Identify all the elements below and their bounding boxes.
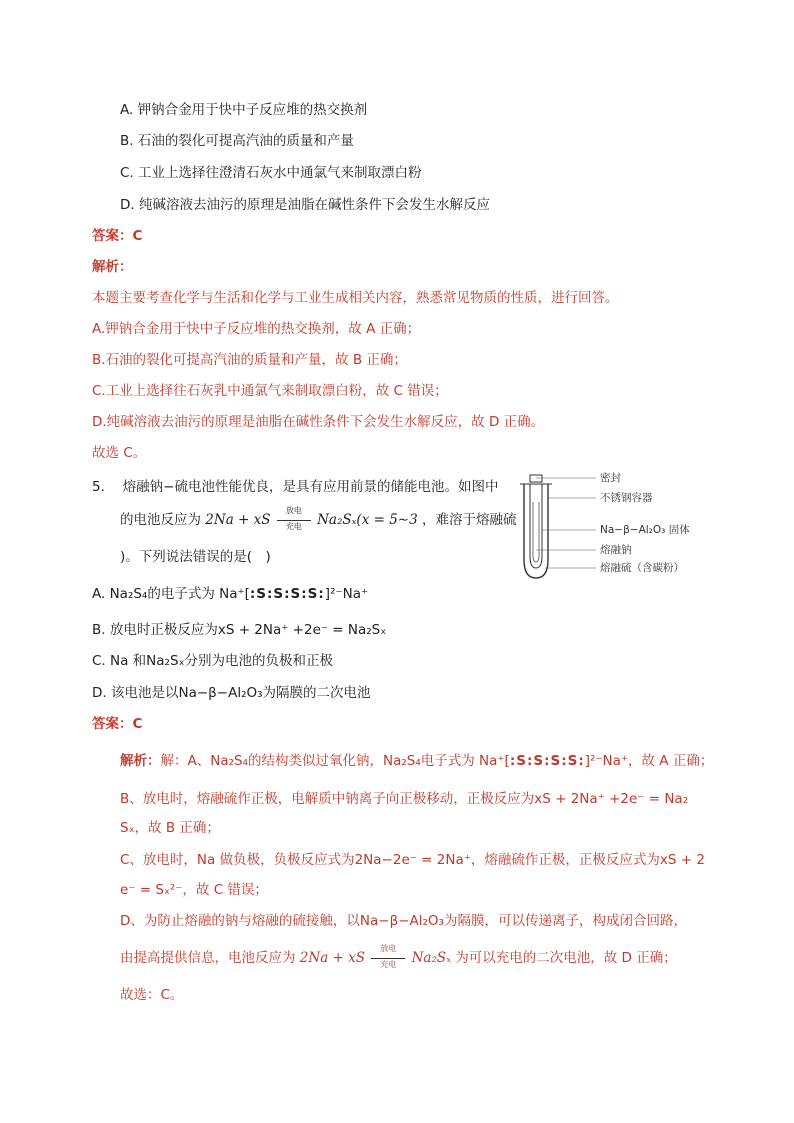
reaction-arrow: $\frac{\text{放电}}{\text{充电}}$: [371, 948, 405, 968]
option-b: B. 石油的裂化可提高汽油的质量和产量: [120, 133, 354, 149]
solution-line: Sₓ，故 B 正确；: [120, 820, 220, 836]
analysis-line: C.工业上选择往石灰乳中通氯气来制取漂白粉，故 C 错误；: [92, 383, 448, 399]
q5-option-d: D. 该电池是以Na−β−Al₂O₃为隔膜的二次电池: [92, 685, 371, 701]
q5-option-b: B. 放电时正极反应为xS + 2Na⁺ +2e⁻ = Na₂Sₓ: [92, 622, 387, 638]
q5-option-c: C. Na 和Na₂Sₓ分别为电池的负极和正极: [92, 653, 334, 669]
question-5-equation-line: 的电池反应为 2Na + xS $\frac{\text{放电}}{\text{充电}}$ Na₂Sₓ(x = 5∼3 ，难溶于熔融硫: [120, 506, 517, 531]
option-a: A. 钾钠合金用于快中子反应堆的热交换剂: [120, 102, 368, 118]
option-c: C. 工业上选择往澄清石灰水中通氯气来制取漂白粉: [120, 165, 422, 181]
question-5-text: 5. 熔融钠−硫电池性能优良，是具有应用前景的储能电池。如图中: [92, 479, 499, 495]
solution-line: 由提高提供信息，电池反应为 2Na + xS $\frac{\text{放电}}{\text{充电}}$ Na₂Sₓ 为可以充电的二次电池，故 D 正确；: [120, 944, 677, 969]
solution-line: C、放电时，Na 做负极，负极反应式为2Na−2e⁻ = 2Na⁺，熔融硫作正极，正极反应式为xS + 2: [120, 852, 705, 868]
analysis-line: A.钾钠合金用于快中子反应堆的热交换剂，故 A 正确；: [92, 321, 421, 337]
option-d: D. 纯碱溶液去油污的原理是油脂在碱性条件下会发生水解反应: [120, 197, 490, 213]
solution-line: D、为防止熔融的钠与熔融的硫接触，以Na−β−Al₂O₃为隔膜，可以传递离子，构成闭合回路，: [120, 913, 687, 929]
q5-option-a: A. Na₂S₄的电子式为 Na⁺[:S:S:S:S:]²⁻Na⁺: [92, 586, 369, 602]
solution-line: 解析：解：A、Na₂S₄的结构类似过氧化钠，Na₂S₄电子式为 Na⁺[:S:S:S:S:]²⁻Na⁺，故 A 正确；: [120, 753, 714, 769]
analysis-title: 解析：: [92, 259, 133, 275]
label-seal: 密封: [600, 472, 621, 484]
analysis-line: D.纯碱溶液去油污的原理是油脂在碱性条件下会发生水解反应，故 D 正确。: [92, 414, 545, 430]
solution-line: 故选：C。: [120, 987, 184, 1003]
label-sodium: 熔融钠: [600, 544, 632, 556]
solution-line: B、放电时，熔融硫作正极，电解质中钠离子向正极移动，正极反应为xS + 2Na⁺ +2e⁻ = Na₂: [120, 791, 689, 807]
battery-figure: [520, 472, 720, 590]
analysis-line: 故选 C。: [92, 445, 147, 461]
answer-label: 答案：C: [92, 228, 143, 244]
question-5-prompt: )。下列说法错误的是( ): [120, 549, 271, 565]
label-sulfur: 熔融硫（含碳粉）: [600, 562, 684, 574]
analysis-line: 本题主要考查化学与生活和化学与工业生成相关内容，熟悉常见物质的性质，进行回答。: [92, 290, 619, 306]
solution-line: e⁻ = Sₓ²⁻，故 C 错误；: [120, 882, 268, 898]
label-container: 不锈钢容器: [600, 492, 653, 504]
q5-answer: 答案：C: [92, 716, 143, 732]
analysis-line: B.石油的裂化可提高汽油的质量和产量，故 B 正确；: [92, 352, 407, 368]
reaction-arrow: $\frac{\text{放电}}{\text{充电}}$: [277, 510, 311, 530]
label-solid: Na−β−Al₂O₃ 固体: [600, 524, 690, 536]
